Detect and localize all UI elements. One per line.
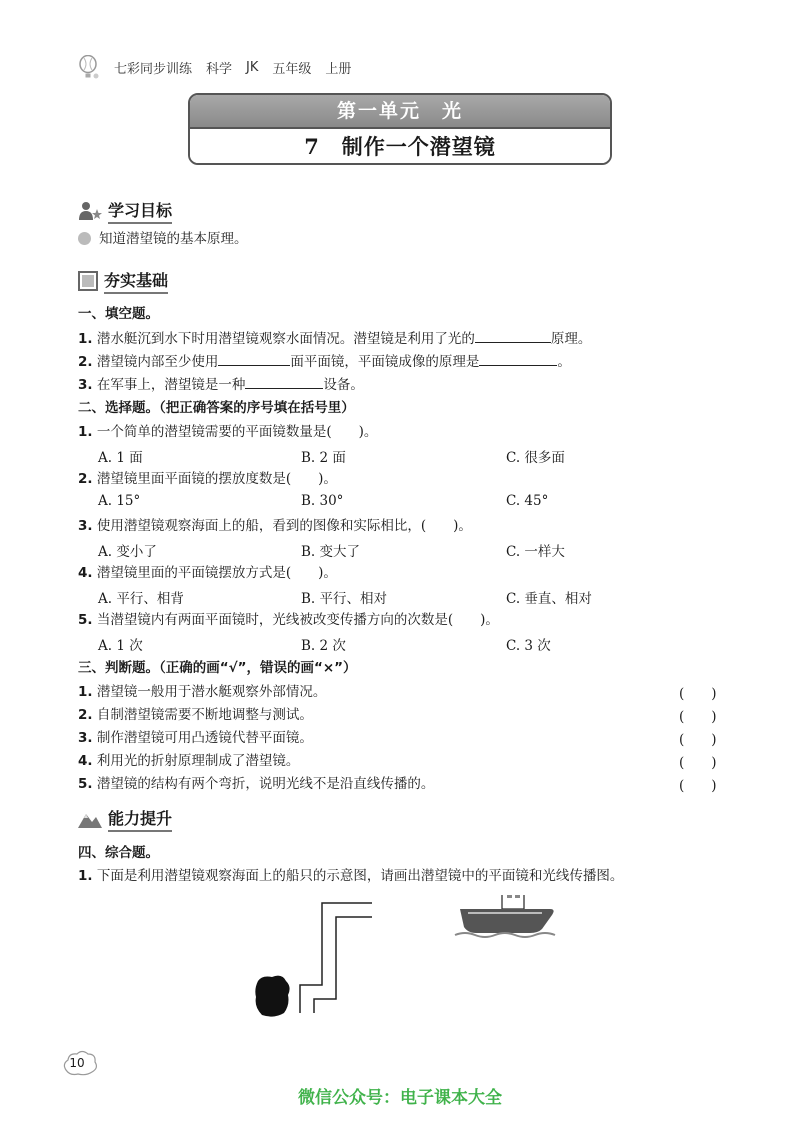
comprehensive-q1: 1. 下面是利用潜望镜观察海面上的船只的示意图，请画出潜望镜中的平面镜和光线传播图。 bbox=[78, 868, 624, 884]
choice-heading: 二、选择题。（把正确答案的序号填在括号里） bbox=[78, 400, 355, 416]
balloon-icon bbox=[78, 55, 100, 79]
edition: JK bbox=[246, 59, 259, 75]
choice-q5: 5. 当潜望镜内有两面平面镜时，光线被改变传播方向的次数是( )。 bbox=[78, 612, 499, 628]
answer-parentheses[interactable]: ( ) bbox=[679, 732, 717, 748]
answer-parentheses[interactable]: ( ) bbox=[679, 709, 717, 725]
answer-blank[interactable] bbox=[479, 351, 557, 366]
subject: 科学 bbox=[206, 61, 233, 77]
choice-q2: 2. 潜望镜里面平面镜的摆放度数是( )。 bbox=[78, 471, 337, 487]
fill-q1: 1. 潜水艇沉到水下时用潜望镜观察水面情况。潜望镜是利用了光的 原理。 bbox=[78, 328, 591, 349]
bullet-dot-icon bbox=[78, 232, 91, 245]
choice-q4: 4. 潜望镜里面的平面镜摆放方式是( )。 bbox=[78, 565, 337, 581]
judge-q4: 4. 利用光的折射原理制成了潜望镜。 bbox=[78, 753, 300, 769]
running-header bbox=[78, 55, 351, 79]
basics-heading-label: 夯实基础 bbox=[104, 268, 168, 294]
option-c[interactable]: C. 一样大 bbox=[506, 544, 565, 560]
answer-blank[interactable] bbox=[475, 328, 551, 343]
judge-q1: 1. 潜望镜一般用于潜水艇观察外部情况。 bbox=[78, 684, 327, 700]
option-b[interactable]: B. 30° bbox=[301, 493, 344, 509]
lesson-title-box bbox=[188, 93, 612, 165]
answer-parentheses[interactable]: ( ) bbox=[679, 686, 717, 702]
watermark-text: 微信公众号：电子课本大全 bbox=[298, 1088, 502, 1108]
option-c[interactable]: C. 3 次 bbox=[506, 638, 551, 654]
judge-q3: 3. 制作潜望镜可用凸透镜代替平面镜。 bbox=[78, 730, 313, 746]
lesson-title: 7 制作一个潜望镜 bbox=[190, 127, 610, 165]
judge-q5: 5. 潜望镜的结构有两个弯折，说明光线不是沿直线传播的。 bbox=[78, 776, 435, 792]
goals-heading bbox=[78, 198, 172, 224]
person-star-icon bbox=[78, 201, 102, 221]
fill-q2: 2. 潜望镜内部至少使用 面平面镜，平面镜成像的原理是 。 bbox=[78, 351, 571, 372]
boat-icon bbox=[455, 895, 555, 937]
option-b[interactable]: B. 2 次 bbox=[301, 638, 346, 654]
page-number: 10 bbox=[69, 1056, 85, 1070]
goal-text: 知道潜望镜的基本原理。 bbox=[99, 231, 248, 247]
submarine-silhouette bbox=[255, 976, 289, 1017]
option-a[interactable]: A. 平行、相背 bbox=[98, 591, 184, 607]
choice-q1: 1. 一个简单的潜望镜需要的平面镜数量是( )。 bbox=[78, 424, 378, 440]
answer-parentheses[interactable]: ( ) bbox=[679, 755, 717, 771]
fill-q3: 3. 在军事上，潜望镜是一种 设备。 bbox=[78, 374, 364, 395]
square-frame-icon bbox=[78, 271, 98, 291]
ability-heading bbox=[78, 806, 172, 832]
option-c[interactable]: C. 很多面 bbox=[506, 450, 565, 466]
mountain-icon bbox=[78, 810, 102, 828]
option-b[interactable]: B. 平行、相对 bbox=[301, 591, 388, 607]
option-b[interactable]: B. 变大了 bbox=[301, 544, 361, 560]
periscope-diagram[interactable] bbox=[250, 895, 570, 1030]
unit-title: 第一单元 光 bbox=[190, 95, 610, 127]
choice-q3: 3. 使用潜望镜观察海面上的船，看到的图像和实际相比，( )。 bbox=[78, 518, 472, 534]
option-b[interactable]: B. 2 面 bbox=[301, 450, 346, 466]
ability-heading-label: 能力提升 bbox=[108, 806, 172, 832]
answer-blank[interactable] bbox=[245, 374, 323, 389]
goal-item bbox=[78, 229, 248, 249]
series-name: 七彩同步训练 bbox=[114, 61, 193, 77]
judge-q2: 2. 自制潜望镜需要不断地调整与测试。 bbox=[78, 707, 313, 723]
option-a[interactable]: A. 变小了 bbox=[98, 544, 157, 560]
judge-heading: 三、判断题。（正确的画“√”，错误的画“×”） bbox=[78, 660, 357, 676]
volume: 上册 bbox=[325, 61, 352, 77]
fill-heading: 一、填空题。 bbox=[78, 306, 159, 322]
answer-parentheses[interactable]: ( ) bbox=[679, 778, 717, 794]
option-a[interactable]: A. 15° bbox=[98, 493, 141, 509]
comprehensive-heading: 四、综合题。 bbox=[78, 845, 159, 861]
option-c[interactable]: C. 45° bbox=[506, 493, 549, 509]
goals-heading-label: 学习目标 bbox=[108, 198, 172, 224]
option-a[interactable]: A. 1 次 bbox=[98, 638, 143, 654]
option-a[interactable]: A. 1 面 bbox=[98, 450, 143, 466]
option-c[interactable]: C. 垂直、相对 bbox=[506, 591, 592, 607]
grade: 五年级 bbox=[272, 61, 312, 77]
basics-heading bbox=[78, 268, 168, 294]
answer-blank[interactable] bbox=[218, 351, 290, 366]
